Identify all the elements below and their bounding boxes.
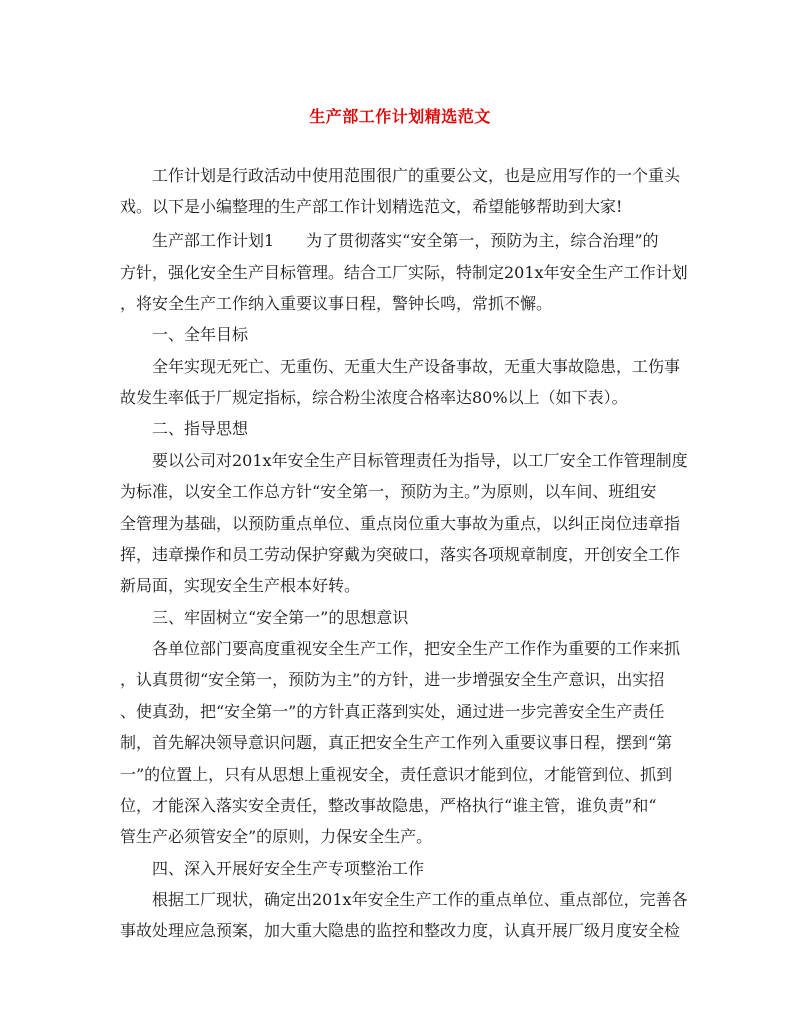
paragraph-line: 、使真劲，把“安全第一”的方针真正落到实处，通过进一步完善安全生产责任 [120,702,665,721]
paragraph-line: 一”的位置上，只有从思想上重视安全，责任意识才能到位，才能管到位、抓到 [120,765,673,784]
paragraph-line: 位，才能深入落实安全责任，整改事故隐患，严格执行“谁主管，谁负责”和“ [120,796,657,815]
paragraph-line: 挥，违章操作和员工劳动保护穿戴为突破口，落实各项规章制度，开创安全工作 [120,545,681,564]
paragraph-line: ，认真贯彻“安全第一，预防为主”的方针，进一步增强安全生产意识，出实招 [120,670,665,689]
paragraph-line: 新局面，实现安全生产根本好转。 [120,576,361,595]
paragraph-line: 生产部工作计划1 为了贯彻落实“安全第一，预防为主，综合治理”的 [152,231,659,250]
paragraph-line: 方针，强化安全生产目标管理。结合工厂实际，特制定201x年安全生产工作计划 [120,263,688,282]
section-heading: 一、全年目标 [152,325,249,344]
paragraph-line: ，将安全生产工作纳入重要议事日程，警钟长鸣，常抓不懈。 [120,294,553,313]
paragraph-line: 戏。以下是小编整理的生产部工作计划精选范文，希望能够帮助到大家! [120,197,623,216]
paragraph-line: 事故处理应急预案，加大重大隐患的监控和整改力度，认真开展厂级月度安全检 [120,921,681,940]
paragraph-line: 根据工厂现状，确定出201x年安全生产工作的重点单位、重点部位，完善各 [152,890,688,909]
section-heading: 二、指导思想 [152,419,249,438]
paragraph-line: 全年实现无死亡、无重伤、无重大生产设备事故，无重大事故隐患，工伤事 [152,357,681,376]
paragraph-line: 各单位部门要高度重视安全生产工作，把安全生产工作作为重要的工作来抓 [152,639,681,658]
paragraph-line: 全管理为基础，以预防重点单位、重点岗位重大事故为重点，以纠正岗位违章指 [120,514,681,533]
document-title: 生产部工作计划精选范文 [309,107,491,126]
paragraph-line: 为标准，以安全工作总方针“安全第一，预防为主。”为原则，以车间、班组安 [120,482,657,501]
section-heading: 四、深入开展好安全生产专项整治工作 [152,859,425,878]
section-heading: 三、牢固树立“安全第一”的思想意识 [152,608,409,627]
paragraph-line: 故发生率低于厂规定指标，综合粉尘浓度合格率达80%以上（如下表）。 [120,388,628,407]
paragraph-line: 管生产必须管安全”的原则，力保安全生产。 [120,827,433,846]
paragraph-line: 工作计划是行政活动中使用范围很广的重要公文，也是应用写作的一个重头 [152,166,681,185]
paragraph-line: 要以公司对201x年安全生产目标管理责任为指导，以工厂安全工作管理制度 [152,451,688,470]
paragraph-line: 制，首先解决领导意识问题，真正把安全生产工作列入重要议事日程，摆到“第 [120,733,673,752]
